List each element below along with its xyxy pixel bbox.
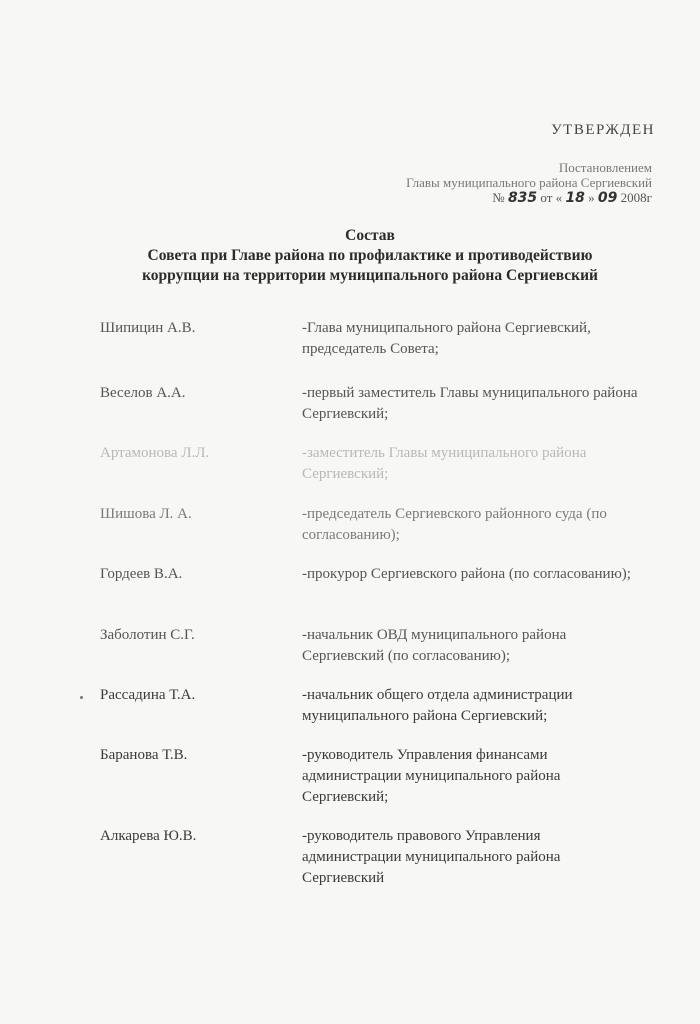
document-title: [110, 226, 630, 286]
member-role: -руководитель правового Управления администрации муниципального района Сергиевский: [302, 828, 561, 886]
member-row: [100, 383, 642, 425]
decree-line-2: Главы муниципального района Сергиевский: [406, 175, 652, 190]
decree-reference: [406, 160, 652, 206]
member-row: [100, 504, 642, 546]
member-role: -руководитель Управления финансами администрации муниципального района Сергиевский;: [302, 747, 561, 805]
member-role: -Глава муниципального района Сергиевский, председатель Совета;: [302, 320, 591, 357]
member-row: [100, 745, 642, 808]
member-name: Шипицин А.В.: [100, 320, 196, 336]
decree-number-line: № 835 от « 18 » 09 2008г: [492, 190, 652, 206]
member-name: Гордеев В.А.: [100, 566, 183, 582]
member-row: [100, 625, 642, 667]
decree-number: 835: [507, 190, 538, 206]
member-name: Рассадина Т.А.: [100, 687, 196, 703]
member-row: [100, 443, 642, 485]
decree-day: 18: [565, 190, 585, 206]
member-name: Веселов А.А.: [100, 385, 186, 401]
member-role: -заместитель Главы муниципального района Сергиевский;: [302, 445, 587, 482]
member-role: -председатель Сергиевского районного суда (по согласованию);: [302, 506, 607, 543]
member-name: Заболотин С.Г.: [100, 627, 195, 643]
member-row: [100, 318, 642, 360]
date-prefix: от «: [540, 190, 563, 205]
member-role: -начальник ОВД муниципального района Сергиевский (по согласованию);: [302, 627, 567, 664]
decree-line-1: Постановлением: [558, 160, 652, 175]
member-role: -прокурор Сергиевского района (по согласованию);: [302, 566, 631, 582]
member-name: Артамонова Л.Л.: [100, 445, 210, 461]
decree-month: 09: [597, 190, 618, 206]
member-row: [100, 564, 642, 585]
title-line-2: Совета при Главе района по профилактике и противодействию: [147, 247, 593, 264]
member-name: Алкарева Ю.В.: [100, 828, 197, 844]
member-name: Шишова Л. А.: [100, 506, 192, 522]
approved-label: УТВЕРЖДЕН: [551, 122, 655, 138]
member-row: [100, 826, 642, 889]
decree-year: 2008г: [620, 190, 652, 205]
title-line-3: коррупции на территории муниципального района Сергиевский: [142, 267, 598, 284]
member-role: -начальник общего отдела администрации муниципального района Сергиевский;: [302, 687, 573, 724]
member-name: Баранова Т.В.: [100, 747, 188, 763]
title-line-1: Состав: [345, 227, 395, 244]
member-row: [100, 685, 642, 727]
scan-speck: [80, 696, 83, 699]
member-role: -первый заместитель Главы муниципального района Сергиевский;: [302, 385, 638, 422]
number-prefix: №: [492, 190, 505, 205]
